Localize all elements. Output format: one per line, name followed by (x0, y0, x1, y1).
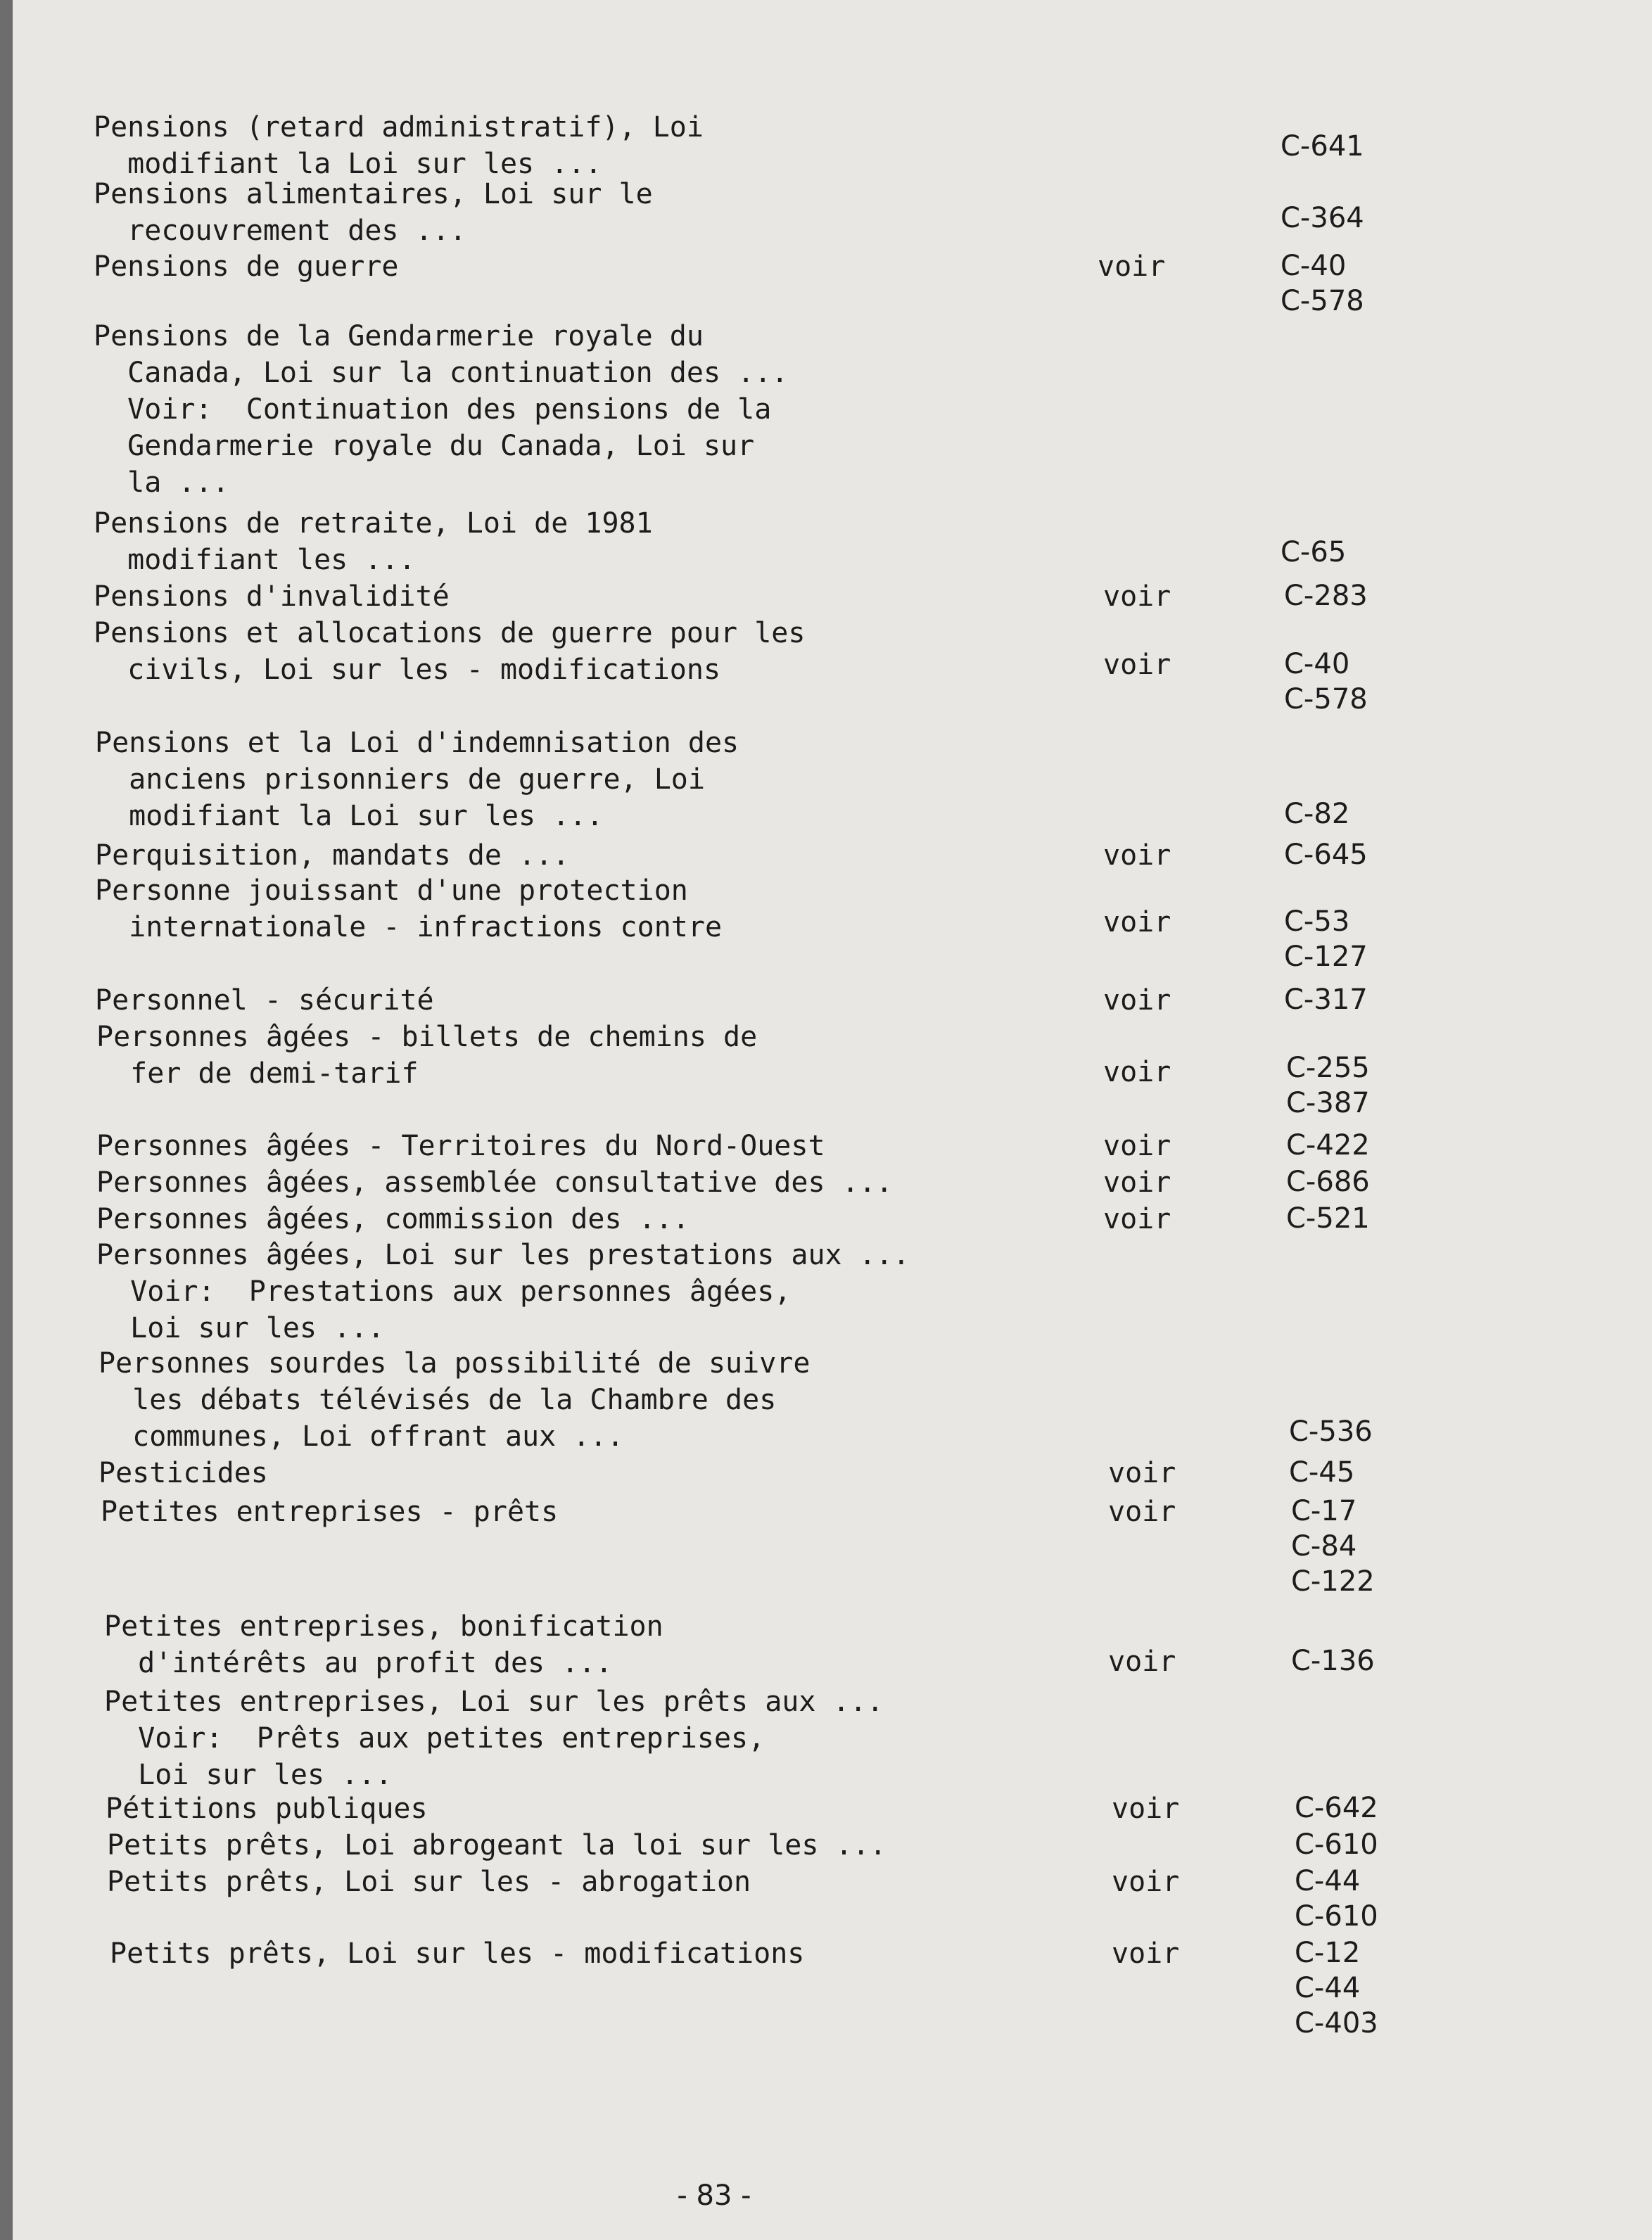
bill-list (1284, 982, 1368, 1017)
entry-text: Personnes âgées - Territoires du Nord-Ouest (96, 1130, 825, 1162)
entry-text: Personne jouissant d'une protection internationale - infractions contre (95, 874, 723, 943)
bill-number: C-136 (1291, 1645, 1375, 1677)
bill-number: C-283 (1284, 580, 1368, 612)
entry-text: Personnes âgées, Loi sur les prestations aux ... Voir: Prestations aux personnes âgées, Loi sur les ... (96, 1239, 910, 1344)
bill-number: C-84 (1291, 1530, 1357, 1563)
entry-text: Pétitions publiques (106, 1793, 428, 1825)
bill-list (1284, 647, 1368, 717)
index-entry (0, 1827, 1652, 1862)
bill-list (1291, 1494, 1375, 1599)
index-entry (0, 1201, 1652, 1235)
bill-number: C-645 (1284, 839, 1368, 871)
voir-label: voir (1112, 1793, 1180, 1825)
voir-label: voir (1103, 839, 1171, 872)
bill-number: C-578 (1284, 683, 1368, 715)
entry-text: Petites entreprises - prêts (101, 1496, 559, 1528)
index-entry (0, 872, 1652, 973)
entry-text: Pesticides (99, 1457, 268, 1489)
voir-label: voir (1103, 580, 1171, 613)
voir-label: voir (1108, 1646, 1176, 1678)
index-entry (0, 1790, 1652, 1825)
bill-list (1295, 1864, 1378, 1934)
index-entry (0, 248, 1652, 317)
index-entry (0, 176, 1652, 247)
index-entry (0, 837, 1652, 872)
voir-label: voir (1098, 250, 1166, 283)
bill-list (1289, 1455, 1354, 1490)
entry-text: Petites entreprises, bonification d'intérêts au profit des ... (104, 1610, 663, 1679)
entry-text: Personnel - sécurité (95, 984, 434, 1017)
voir-label: voir (1112, 1866, 1180, 1898)
entry-text: Perquisition, mandats de ... (95, 839, 570, 872)
bill-number: C-686 (1286, 1166, 1370, 1198)
bill-list (1284, 904, 1368, 974)
bill-number: C-53 (1284, 905, 1350, 938)
bill-number: C-40 (1284, 648, 1350, 680)
bill-number: C-122 (1291, 1565, 1375, 1598)
voir-label: voir (1103, 1166, 1171, 1199)
entry-text: Petits prêts, Loi sur les - abrogation (107, 1866, 751, 1898)
entry-text: Personnes sourdes la possibilité de suivre les débats télévisés de la Chambre des communes, Loi offrant aux ... (99, 1347, 811, 1453)
bill-number: C-45 (1289, 1456, 1355, 1489)
bill-number: C-12 (1295, 1937, 1361, 1969)
bill-list (1281, 248, 1364, 319)
bill-number: C-127 (1284, 941, 1368, 973)
bill-list (1286, 1201, 1370, 1236)
index-entry (0, 578, 1652, 613)
binding-edge (0, 0, 13, 2240)
voir-label: voir (1103, 906, 1171, 938)
bill-number: C-610 (1295, 1900, 1378, 1933)
index-entry (0, 505, 1652, 576)
entry-text: Petits prêts, Loi abrogeant la loi sur les ... (107, 1829, 887, 1862)
bill-number: C-642 (1295, 1792, 1378, 1824)
bill-list (1284, 578, 1368, 613)
index-entry (0, 615, 1652, 715)
index-entry (0, 109, 1652, 180)
bill-list (1291, 1643, 1375, 1679)
entry-text: Pensions alimentaires, Loi sur le recouvrement des ... (94, 178, 653, 247)
voir-label: voir (1103, 649, 1171, 681)
entry-text: Pensions de la Gendarmerie royale du Canada, Loi sur la continuation des ... Voir: Continuation des pensions de la Gendarmerie royale du Canada, Loi sur la ... (94, 320, 789, 499)
entry-text: Pensions et la Loi d'indemnisation des anciens prisonniers de guerre, Loi modifiant la Loi sur les ... (95, 727, 739, 832)
bill-number: C-641 (1281, 130, 1364, 163)
bill-list (1295, 1827, 1378, 1862)
bill-number: C-403 (1295, 2007, 1378, 2039)
bill-number: C-82 (1284, 798, 1350, 830)
bill-number: C-40 (1281, 250, 1347, 282)
voir-label: voir (1103, 1056, 1171, 1088)
bill-list (1281, 201, 1364, 236)
index-entry (0, 1935, 1652, 2039)
bill-number: C-65 (1281, 536, 1347, 568)
bill-number: C-521 (1286, 1202, 1370, 1235)
bill-list (1284, 837, 1368, 872)
bill-list (1286, 1164, 1370, 1199)
voir-label: voir (1103, 1130, 1171, 1162)
bill-number: C-364 (1281, 202, 1364, 234)
entry-text: Petites entreprises, Loi sur les prêts aux ... Voir: Prêts aux petites entreprises, Loi sur les ... (104, 1686, 884, 1791)
voir-label: voir (1108, 1496, 1176, 1528)
index-entry (0, 1455, 1652, 1489)
bill-number: C-44 (1295, 1865, 1361, 1897)
bill-list (1281, 129, 1364, 164)
bill-number: C-536 (1289, 1415, 1373, 1448)
voir-label: voir (1103, 984, 1171, 1017)
entry-text: Personnes âgées, assemblée consultative des ... (96, 1166, 893, 1199)
bill-number: C-17 (1291, 1495, 1357, 1527)
bill-list (1295, 1790, 1378, 1826)
entry-text: Pensions (retard administratif), Loi modifiant la Loi sur les ... (94, 111, 704, 180)
index-entry (0, 1608, 1652, 1679)
voir-label: voir (1103, 1203, 1171, 1235)
bill-number: C-610 (1295, 1828, 1378, 1861)
bill-number: C-578 (1281, 285, 1364, 317)
bill-number: C-255 (1286, 1052, 1370, 1084)
index-entry (0, 1345, 1652, 1453)
page-number: - 83 - (677, 2179, 751, 2212)
entry-text: Personnes âgées, commission des ... (96, 1203, 690, 1235)
bill-list (1286, 1128, 1370, 1163)
bill-number: C-317 (1284, 984, 1368, 1016)
bill-list (1295, 1935, 1378, 2041)
index-entry (0, 1164, 1652, 1199)
entry-text: Personnes âgées - billets de chemins de fer de demi-tarif (96, 1021, 758, 1090)
index-entry (0, 982, 1652, 1017)
voir-label: voir (1108, 1457, 1176, 1489)
bill-list (1281, 535, 1346, 570)
entry-text: Pensions de retraite, Loi de 1981 modifiant les ... (94, 507, 653, 576)
voir-label: voir (1112, 1937, 1180, 1970)
bill-number: C-44 (1295, 1972, 1361, 2004)
entry-text: Pensions et allocations de guerre pour les civils, Loi sur les - modifications (94, 617, 806, 686)
entry-text: Pensions de guerre (94, 250, 399, 283)
entry-text: Petits prêts, Loi sur les - modifications (110, 1937, 805, 1970)
bill-list (1289, 1414, 1373, 1449)
bill-number: C-387 (1286, 1087, 1370, 1119)
entry-text: Pensions d'invalidité (94, 580, 450, 613)
bill-number: C-422 (1286, 1129, 1370, 1162)
bill-list (1284, 796, 1349, 832)
bill-list (1286, 1050, 1370, 1121)
index-entry (0, 318, 1652, 499)
